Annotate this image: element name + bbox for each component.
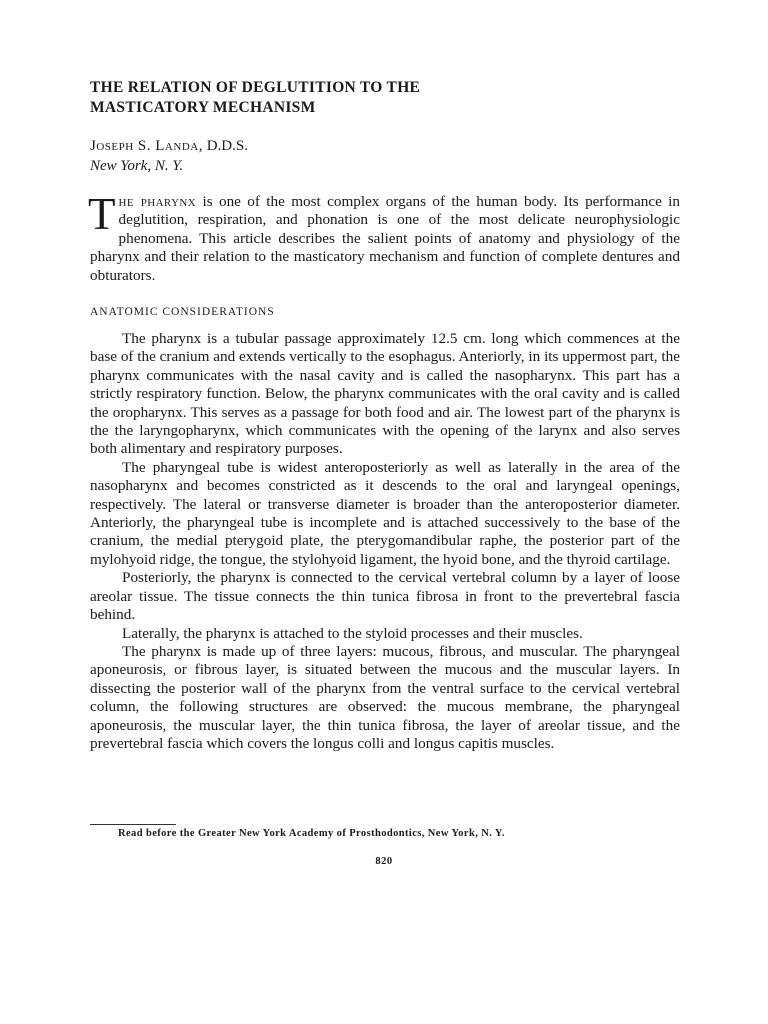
footnote-rule bbox=[90, 824, 176, 825]
article-title bbox=[90, 78, 690, 118]
author-line bbox=[90, 136, 248, 156]
paragraph-2: The pharyngeal tube is widest anteroposteriorly as well as laterally in the area of the nasopharynx and becomes constricted as it descends to the oral and laryngeal openings, respectively. The lateral or transverse diameter is broader than the anteroposterior diameter. Anteriorly, the pharyngeal tube is incomplete and is attached successively to the base of the cranium, the medial pterygoid plate, the pterygomandibular raphe, the posterior part of the mylohyoid ridge, the tongue, the stylohyoid ligament, the hyoid bone, and the thyroid cartilage. bbox=[90, 458, 680, 568]
paragraph-1: The pharynx is a tubular passage approximately 12.5 cm. long which commences at the base of the cranium and extends vertically to the esophagus. Anteriorly, in its uppermost part, the pharynx communicates with the nasal cavity and is called the nasopharynx. This part has a strictly respiratory function. Below, the pharynx communicates with the oral cavity and is called the oropharynx. This serves as a passage for both food and air. The lowest part of the pharynx is the the laryngopharynx, which communicates with the opening of the larynx and also serves both alimentary and respiratory purposes. bbox=[90, 330, 680, 458]
paragraph-3: Posteriorly, the pharynx is connected to the cervical vertebral column by a layer of loose areolar tissue. The tissue connects the thin tunica fibrosa in front to the prevertebral fascia behind. bbox=[90, 569, 680, 624]
paragraph-5: The pharynx is made up of three layers: mucous, fibrous, and muscular. The pharyngeal aponeurosis, or fibrous layer, is situated between the mucous and the muscular layers. In dissecting the posterior wall of the pharynx from the ventral surface to the cervical vertebral column, the following structures are observed: the mucous membrane, the pharyngeal aponeurosis, the muscular layer, the thin tunica fibrosa, the layer of areolar tissue, and the prevertebral fascia which covers the longus colli and longus capitis muscles. bbox=[90, 642, 680, 752]
intro-paragraph bbox=[88, 189, 680, 285]
page-number: 820 bbox=[375, 856, 393, 867]
paragraph-4: Laterally, the pharynx is attached to the styloid processes and their muscles. bbox=[122, 624, 583, 642]
section-heading: ANATOMIC CONSIDERATIONS bbox=[90, 306, 275, 318]
drop-cap: T bbox=[88, 189, 116, 239]
author-degree: D.D.S. bbox=[206, 138, 248, 154]
section-body bbox=[90, 330, 680, 753]
author-location: New York, N. Y. bbox=[90, 158, 184, 174]
intro-lead: he pharynx bbox=[118, 193, 197, 210]
title-line-1: THE RELATION OF DEGLUTITION TO THE bbox=[90, 79, 421, 96]
footnote: Read before the Greater New York Academy of Prosthodontics, New York, N. Y. bbox=[118, 828, 505, 839]
author-name: Joseph S. Landa, bbox=[90, 138, 203, 154]
intro-text: is one of the most complex organs of the human body. Its performance in deglutition, respiration, and phonation is one of the most delicate neurophysiologic phenomena. This article describes the salient points of anatomy and physiology of the pharynx and their relation to the masticatory mechanism and function of complete dentures and obturators. bbox=[90, 193, 680, 284]
title-line-2: MASTICATORY MECHANISM bbox=[90, 99, 316, 116]
